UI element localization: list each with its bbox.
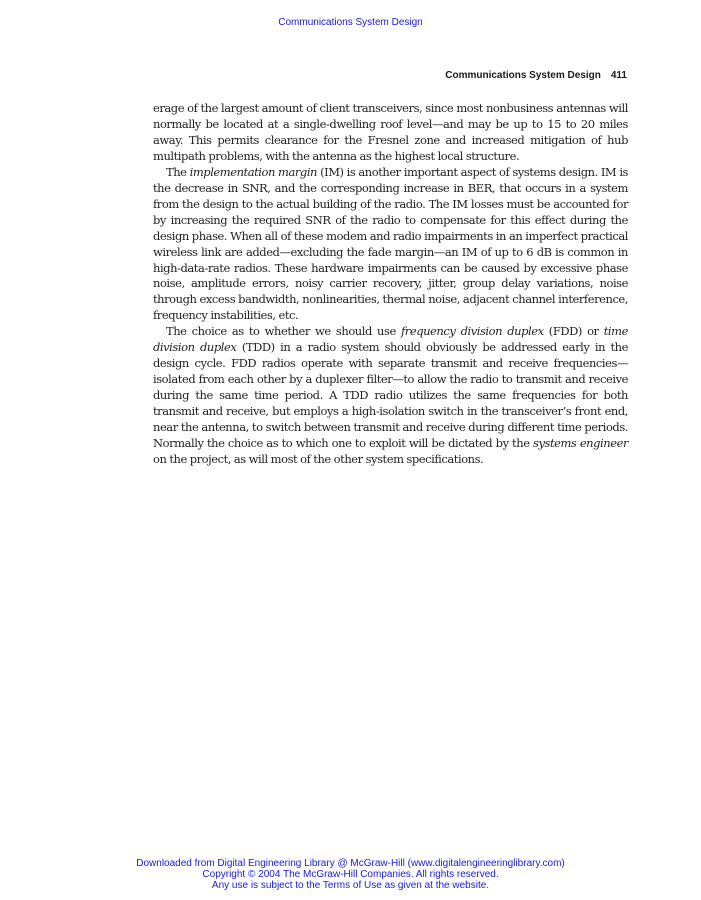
term-implementation-margin: implementation margin	[189, 164, 318, 179]
paragraph-2	[153, 165, 628, 325]
download-link[interactable]: Downloaded from Digital Engineering Library @ McGraw-Hill (www.digitalengineeringlibrary.com)	[136, 858, 565, 869]
paragraph-3	[153, 324, 628, 468]
page-number: 411	[610, 70, 627, 81]
paragraph-2-text: (IM) is another important aspect of systems design. IM is the decrease in SNR, and the corresponding increase in BER, that occurs in a system from the design to the actual building of the radio. The IM losses must be accounted for by increasing the required SNR of the radio to compensate for this effect during the design phase. When all of these modem and radio impairments in an imperfect practical wireless link are added—excluding the fade margin—an IM of up to 6 dB is common in high-data-rate radios. These hardware impairments can be caused by excessive phase noise, amplitude errors, noisy carrier recovery, jitter, group delay variations, noise through excess bandwidth, nonlinearities, thermal noise, adjacent channel interference, frequency instabilities, etc.	[153, 164, 628, 323]
paragraph-3-text: (TDD) in a radio system should obviously be addressed early in the design cycle. FDD radios operate with separate transmit and receive frequencies—isolated from each other by a duplexer filter—to allow the radio to transmit and receive during the same time period. A TDD radio utilizes the same frequencies for both transmit and receive, but employs a high-isolation switch in the transceiver’s front end, near the antenna, to switch between transmit and receive during different time periods. Normally the choice as to which one to exploit will be dictated by the	[153, 340, 628, 451]
paragraph-3-text: The choice as to whether we should use	[166, 324, 401, 339]
term-tdd: time division duplex	[153, 324, 628, 355]
term-systems-engineer: systems engineer	[533, 436, 628, 451]
paragraph-1: erage of the largest amount of client transceivers, since most nonbusiness antennas will normally be located at a single-dwelling roof level—and may be up to 15 to 20 miles away. This permits clearance for the Fresnel zone and increased mitigation of hub multipath problems, with the antenna as the highest local structure.	[153, 101, 628, 163]
paragraph-3-text: (FDD) or	[543, 324, 604, 339]
terms-link[interactable]: Any use is subject to the Terms of Use as given at the website.	[211, 880, 490, 891]
term-fdd: frequency division duplex	[400, 324, 544, 339]
paragraph-3-text: on the project, as will most of the other system specifications.	[153, 451, 484, 466]
footer-notice	[0, 858, 701, 891]
running-title: Communications System Design	[445, 70, 601, 81]
paragraph-2-text: The	[166, 164, 190, 179]
copyright-link[interactable]: Copyright © 2004 The McGraw-Hill Companies. All rights reserved.	[202, 869, 499, 880]
main-text	[153, 101, 628, 468]
top-chapter-link[interactable]: Communications System Design	[278, 17, 423, 28]
running-header	[445, 70, 627, 81]
